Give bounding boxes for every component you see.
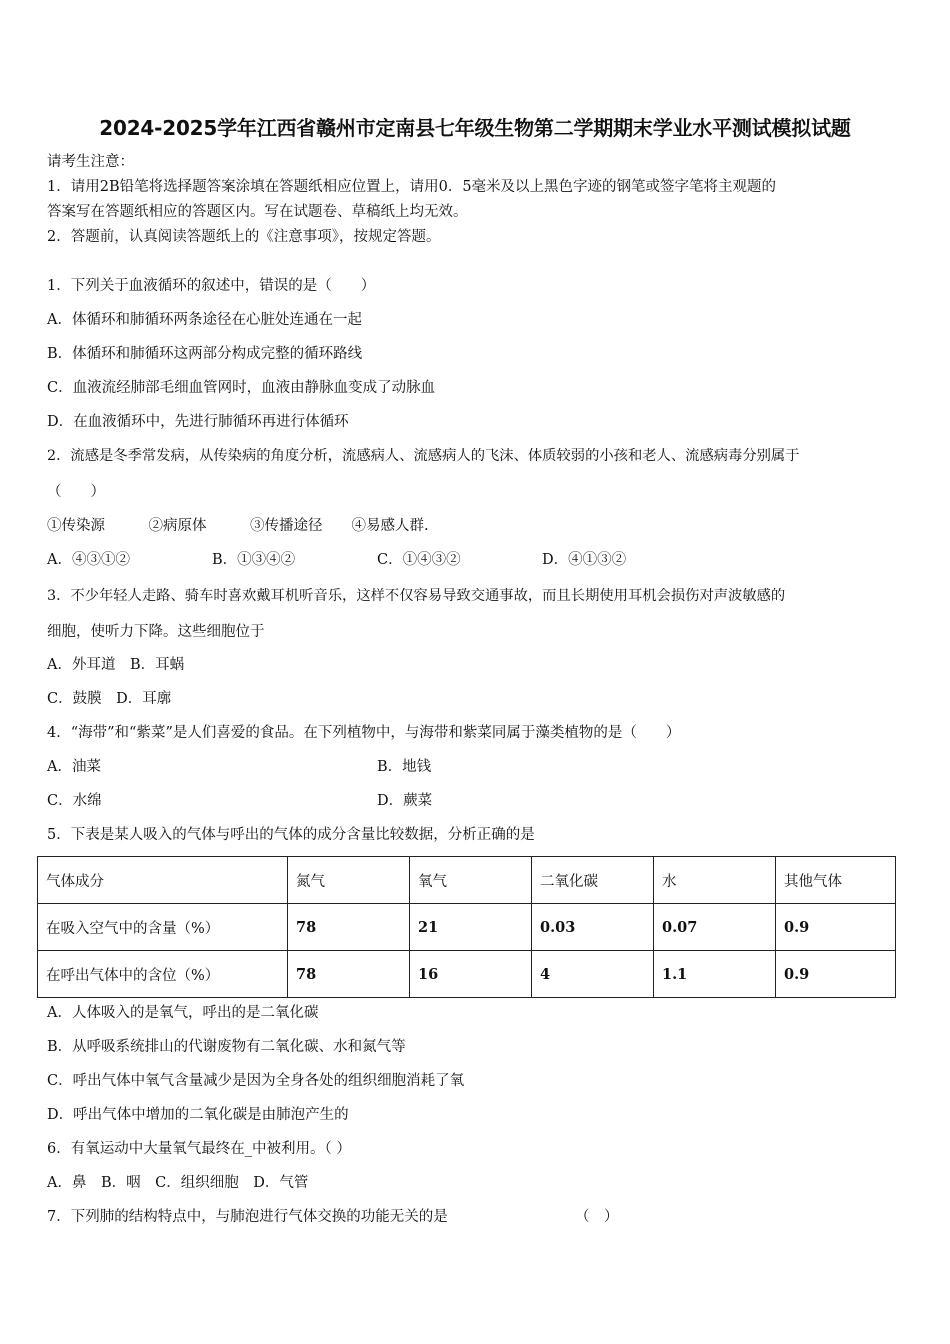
table-row bbox=[38, 951, 896, 998]
table-header-row bbox=[38, 857, 896, 904]
q4-stem: 4．“海带”和“紫菜”是人们喜爱的食品。在下列植物中，与海带和紫菜同属于藻类植物的是（ ） bbox=[47, 725, 681, 741]
q3-stem-b: 细胞，使听力下降。这些细胞位于 bbox=[47, 624, 265, 640]
table-header-cell: 气体成分 bbox=[38, 857, 288, 904]
q3-options-ab: A．外耳道 B．耳蜗 bbox=[47, 657, 185, 673]
q1-stem: 1．下列关于血液循环的叙述中，错误的是（ ） bbox=[47, 278, 376, 294]
notice-item-1b: 答案写在答题纸相应的答题区内。写在试题卷、草稿纸上均无效。 bbox=[47, 204, 468, 220]
q2-stem: 2．流感是冬季常发病，从传染病的角度分析，流感病人、流感病人的飞沫、体质较弱的小孩和老人、流感病毒分别属于 bbox=[47, 448, 800, 464]
table-cell: 16 bbox=[410, 951, 532, 998]
table-cell: 0.03 bbox=[532, 904, 654, 951]
table-header-cell: 水 bbox=[654, 857, 776, 904]
q5-stem: 5．下表是某人吸入的气体与呼出的气体的成分含量比较数据，分析正确的是 bbox=[47, 827, 535, 843]
q1-option-d: D．在血液循环中，先进行肺循环再进行体循环 bbox=[47, 414, 349, 430]
table-cell: 在呼出气体中的含位（%） bbox=[38, 951, 288, 998]
notice-heading: 请考生注意： bbox=[47, 154, 134, 170]
q5-option-a: A．人体吸入的是氧气，呼出的是二氧化碳 bbox=[47, 1005, 319, 1021]
q4-option-c: C．水绵 bbox=[47, 793, 102, 809]
q4-option-d: D．蕨菜 bbox=[377, 793, 433, 809]
table-cell: 0.9 bbox=[776, 951, 896, 998]
q2-option-d: D．④①③② bbox=[542, 552, 627, 568]
table-cell: 4 bbox=[532, 951, 654, 998]
q2-option-a: A．④③①② bbox=[47, 552, 130, 568]
q3-options-cd: C．鼓膜 D．耳廓 bbox=[47, 691, 172, 707]
q7-stem: 7．下列肺的结构特点中，与肺泡进行气体交换的功能无关的是 bbox=[47, 1209, 448, 1225]
q2-items: ①传染源 ②病原体 ③传播途径 ④易感人群. bbox=[47, 518, 429, 534]
q1-option-c: C．血液流经肺部毛细血管网时，血液由静脉血变成了动脉血 bbox=[47, 380, 436, 396]
table-header-cell: 氮气 bbox=[288, 857, 410, 904]
q5-option-c: C．呼出气体中氧气含量减少是因为全身各处的组织细胞消耗了氧 bbox=[47, 1073, 465, 1089]
q4-option-b: B．地钱 bbox=[377, 759, 432, 775]
table-cell: 21 bbox=[410, 904, 532, 951]
table-header-cell: 二氧化碳 bbox=[532, 857, 654, 904]
table-cell: 0.9 bbox=[776, 904, 896, 951]
q1-option-b: B．体循环和肺循环这两部分构成完整的循环路线 bbox=[47, 346, 363, 362]
notice-item-2: 2．答题前，认真阅读答题纸上的《注意事项》，按规定答题。 bbox=[47, 229, 441, 245]
q6-stem: 6．有氧运动中大量氧气最终在_中被利用。（ ） bbox=[47, 1141, 351, 1157]
table-cell: 78 bbox=[288, 951, 410, 998]
q2-option-c: C．①④③② bbox=[377, 552, 461, 568]
q5-option-b: B．从呼吸系统排山的代谢废物有二氧化碳、水和氮气等 bbox=[47, 1039, 406, 1055]
table-cell: 1.1 bbox=[654, 951, 776, 998]
page-title: 2024-2025学年江西省赣州市定南县七年级生物第二学期期末学业水平测试模拟试题 bbox=[99, 116, 851, 140]
table-cell: 在吸入空气中的含量（%） bbox=[38, 904, 288, 951]
table-row bbox=[38, 904, 896, 951]
q3-stem-a: 3．不少年轻人走路、骑车时喜欢戴耳机听音乐，这样不仅容易导致交通事故，而且长期使用耳机会损伤对声波敏感的 bbox=[47, 588, 786, 604]
q2-option-b: B．①③④② bbox=[212, 552, 296, 568]
notice-item-1a: 1．请用2B铅笔将选择题答案涂填在答题纸相应位置上，请用0．5毫米及以上黑色字迹的钢笔或签字笔将主观题的 bbox=[47, 179, 777, 195]
gas-composition-table bbox=[37, 856, 896, 998]
table-cell: 78 bbox=[288, 904, 410, 951]
q5-option-d: D．呼出气体中增加的二氧化碳是由肺泡产生的 bbox=[47, 1107, 349, 1123]
table-header-cell: 其他气体 bbox=[776, 857, 896, 904]
q6-options: A．鼻 B．咽 C．组织细胞 D．气管 bbox=[47, 1175, 309, 1191]
q2-paren: （ ） bbox=[47, 484, 105, 500]
table-cell: 0.07 bbox=[654, 904, 776, 951]
q4-option-a: A．油菜 bbox=[47, 759, 101, 775]
q1-option-a: A．体循环和肺循环两条途径在心脏处连通在一起 bbox=[47, 312, 362, 328]
table-header-cell: 氧气 bbox=[410, 857, 532, 904]
q7-paren: （ ） bbox=[575, 1209, 619, 1225]
